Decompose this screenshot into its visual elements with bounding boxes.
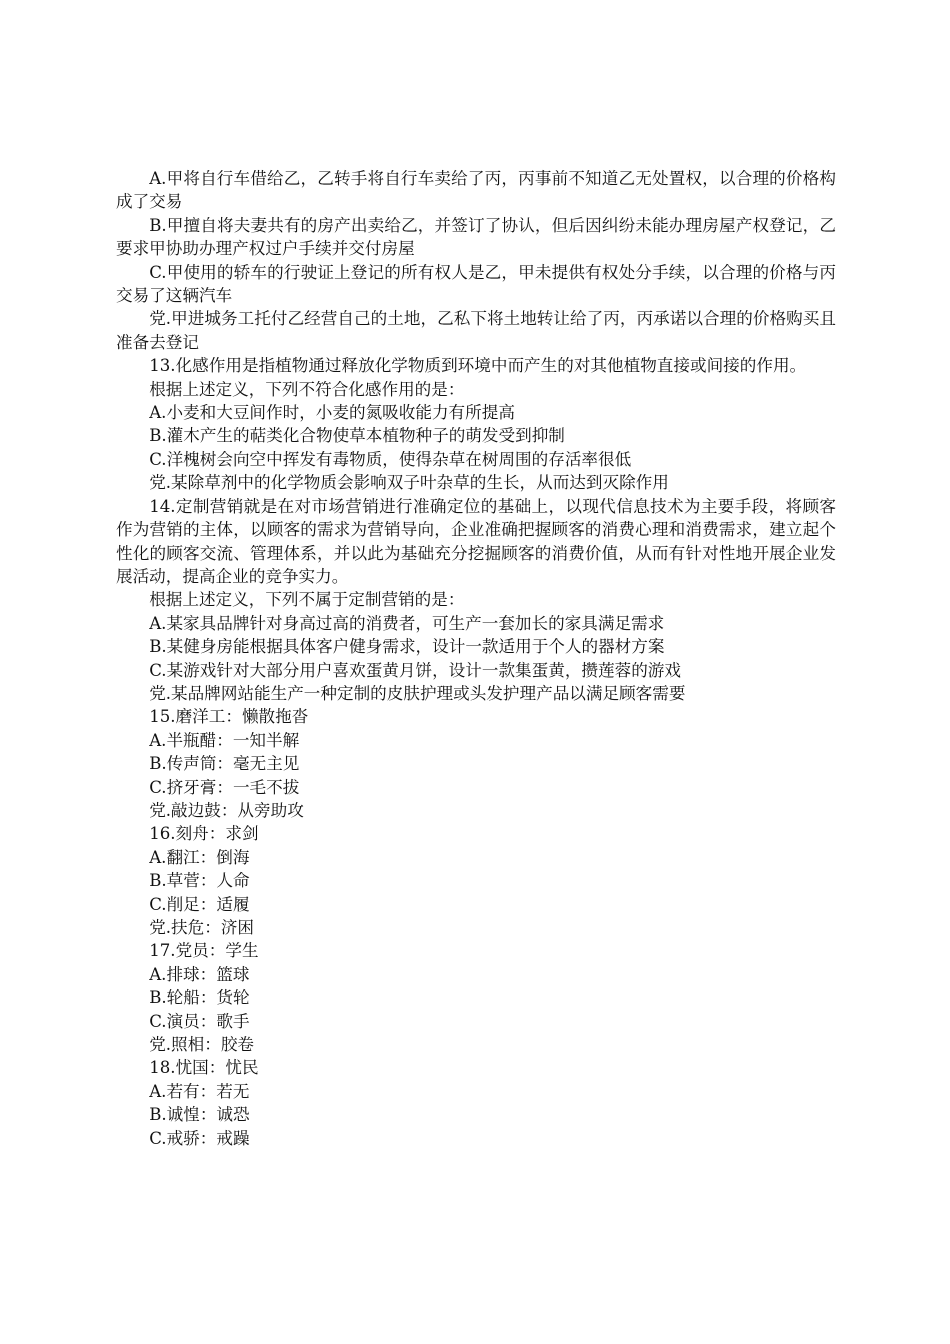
question-16-stem: 16.刻舟：求剑 [149, 824, 259, 844]
question-13-prompt: 根据上述定义，下列不符合化感作用的是： [149, 379, 465, 399]
option-15-c: C.挤牙膏：一毛不拔 [149, 777, 300, 797]
option-17-c: C.演员：歌手 [149, 1011, 250, 1031]
option-18-a: A.若有：若无 [149, 1081, 250, 1101]
option-16-d: 党.扶危：济困 [149, 918, 255, 937]
option-17-b: B.轮船：货轮 [149, 988, 250, 1008]
option-14-c: C.某游戏针对大部分用户喜欢蛋黄月饼，设计一款集蛋黄，攒莲蓉的游戏 [149, 660, 681, 680]
option-18-b: B.诚惶：诚恐 [149, 1105, 250, 1125]
option-13-c: C.洋槐树会向空中挥发有毒物质，使得杂草在树周围的存活率很低 [149, 449, 632, 469]
document-body [116, 167, 836, 1150]
question-18-stem: 18.忧国：忧民 [149, 1058, 259, 1078]
question-14-stem: 14.定制营销就是在对市场营销进行准确定位的基础上，以现代信息技术为主要手段，将顾客作为营销的主体，以顾客的需求为营销导向，企业准确把握顾客的消费心理和消费需求，建立起个性化的顾客交流、管理体系，并以此为基础充分挖掘顾客的消费价值，从而有针对性地开展企业发展活动，提高企业的竞争实力。 [116, 496, 836, 586]
question-17-stem: 17.党员：学生 [149, 941, 259, 961]
option-17-a: A.排球：篮球 [149, 964, 250, 984]
question-15-stem: 15.磨洋工：懒散拖沓 [149, 707, 309, 727]
option-14-d: 党.某品牌网站能生产一种定制的皮肤护理或头发护理产品以满足顾客需要 [149, 683, 686, 703]
option-12-b: B.甲擅自将夫妻共有的房产出卖给乙，并签订了协认，但后因纠纷未能办理房屋产权登记，乙要求甲协助办理产权过户手续并交付房屋 [116, 215, 836, 259]
option-14-a: A.某家具品牌针对身高过高的消费者，可生产一套加长的家具满足需求 [149, 613, 665, 633]
option-16-b: B.草菅：人命 [149, 871, 250, 891]
option-15-b: B.传声筒：毫无主见 [149, 754, 300, 774]
option-15-a: A.半瓶醋：一知半解 [149, 730, 300, 750]
option-13-a: A.小麦和大豆间作时，小麦的氮吸收能力有所提高 [149, 403, 515, 423]
option-15-d: 党.敲边鼓：从旁助攻 [149, 800, 304, 820]
option-16-c: C.削足：适履 [149, 894, 250, 914]
option-12-c: C.甲使用的轿车的行驶证上登记的所有权人是乙，甲未提供有权处分手续，以合理的价格与丙交易了这辆汽车 [116, 262, 836, 306]
question-14-prompt: 根据上述定义，下列不属于定制营销的是： [149, 590, 465, 610]
option-17-d: 党.照相：胶卷 [149, 1035, 255, 1055]
option-16-a: A.翻江：倒海 [149, 847, 250, 867]
option-14-b: B.某健身房能根据具体客户健身需求，设计一款适用于个人的器材方案 [149, 637, 665, 657]
option-12-a: A.甲将自行车借给乙，乙转手将自行车卖给了丙，丙事前不知道乙无处置权，以合理的价格构成了交易 [116, 169, 836, 212]
option-13-d: 党.某除草剂中的化学物质会影响双子叶杂草的生长，从而达到灭除作用 [149, 473, 669, 493]
option-12-d: 党.甲进城务工托付乙经营自己的土地，乙私下将土地转让给了丙，丙承诺以合理的价格购买且准备去登记 [116, 309, 836, 352]
option-13-b: B.灌木产生的萜类化合物使草本植物种子的萌发受到抑制 [149, 426, 565, 446]
question-13-stem: 13.化感作用是指植物通过释放化学物质到环境中而产生的对其他植物直接或间接的作用。 [149, 356, 807, 376]
option-18-c: C.戒骄：戒躁 [149, 1128, 250, 1148]
